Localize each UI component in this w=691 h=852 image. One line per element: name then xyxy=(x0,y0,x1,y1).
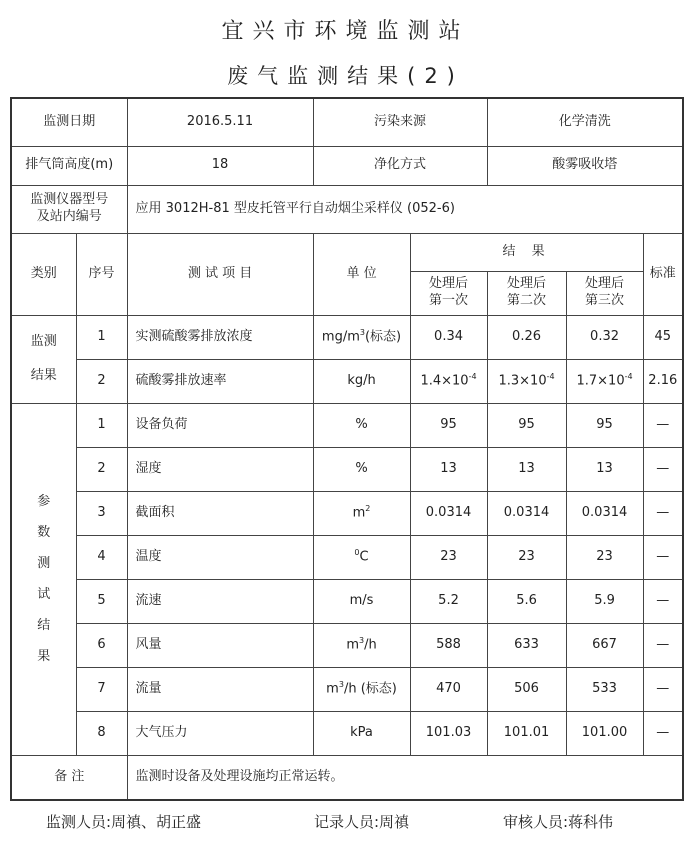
stack-height-label: 排气筒高度(m) xyxy=(11,146,127,185)
info-row-date xyxy=(11,98,683,146)
unit-tail: /h xyxy=(364,637,377,653)
table-row xyxy=(11,535,683,579)
value-3-cell: 95 xyxy=(566,403,643,447)
purify-value: 酸雾吸收塔 xyxy=(487,146,683,185)
value-1-cell xyxy=(410,359,487,403)
unit-cell xyxy=(313,711,410,755)
value-2-cell: 95 xyxy=(487,403,566,447)
standard-header: 标准 xyxy=(643,233,683,315)
info-row-instrument xyxy=(11,185,683,233)
header-row-1 xyxy=(11,233,683,271)
param-group-label-char: 数 xyxy=(37,525,51,540)
result-3-header-line1: 处理后 xyxy=(585,276,625,292)
unit-main: kPa xyxy=(350,724,373,740)
item-cell: 设备负荷 xyxy=(127,403,313,447)
unit-sup: 3 xyxy=(359,327,365,337)
value-1-cell: 5.2 xyxy=(410,579,487,623)
value-3-cell: 533 xyxy=(566,667,643,711)
table-row xyxy=(11,579,683,623)
table-row xyxy=(11,315,683,359)
unit-tail: (标态) xyxy=(364,329,402,345)
results-header: 结 果 xyxy=(410,233,643,271)
seq-cell: 2 xyxy=(76,359,127,403)
unit-cell xyxy=(313,535,410,579)
unit-cell xyxy=(313,315,410,359)
value-2-cell: 13 xyxy=(487,447,566,491)
value-2-cell xyxy=(487,359,566,403)
value-1-cell: 13 xyxy=(410,447,487,491)
value-3-cell xyxy=(566,359,643,403)
value-1-cell: 470 xyxy=(410,667,487,711)
item-cell: 截面积 xyxy=(127,491,313,535)
unit-sup: 2 xyxy=(365,503,371,513)
value-2-cell: 5.6 xyxy=(487,579,566,623)
table-row xyxy=(11,359,683,403)
value-1-exp: -4 xyxy=(468,371,477,381)
item-cell: 湿度 xyxy=(127,447,313,491)
report-title: 废气监测结果(2) xyxy=(227,64,464,88)
unit-main: m xyxy=(326,681,339,697)
table-row xyxy=(11,711,683,755)
item-header: 测 试 项 目 xyxy=(127,233,313,315)
unit-main: m xyxy=(352,505,366,521)
standard-cell: — xyxy=(643,491,683,535)
standard-cell: — xyxy=(643,579,683,623)
seq-cell: 1 xyxy=(76,315,127,359)
value-3-cell: 5.9 xyxy=(566,579,643,623)
unit-tail: /h (标态) xyxy=(343,681,397,697)
result-1-header-line1: 处理后 xyxy=(429,276,469,292)
unit-cell xyxy=(313,403,410,447)
value-3-cell: 23 xyxy=(566,535,643,579)
standard-cell: — xyxy=(643,623,683,667)
value-1-cell: 0.0314 xyxy=(410,491,487,535)
seq-cell: 8 xyxy=(76,711,127,755)
instrument-label xyxy=(11,185,127,233)
standard-cell: 2.16 xyxy=(643,359,683,403)
seq-cell: 4 xyxy=(76,535,127,579)
table-row xyxy=(11,447,683,491)
unit-sup: 3 xyxy=(338,679,344,689)
source-value: 化学清洗 xyxy=(487,98,683,146)
standard-cell: — xyxy=(643,667,683,711)
value-1-cell: 0.34 xyxy=(410,315,487,359)
table-row xyxy=(11,491,683,535)
value-2-exp: -4 xyxy=(546,371,555,381)
unit-main: % xyxy=(355,460,368,476)
value-1-cell: 101.03 xyxy=(410,711,487,755)
value-1-cell: 588 xyxy=(410,623,487,667)
standard-cell: — xyxy=(643,447,683,491)
standard-cell: 45 xyxy=(643,315,683,359)
date-value: 2016.5.11 xyxy=(127,98,313,146)
param-group-label-char: 参 xyxy=(37,494,51,509)
unit-cell xyxy=(313,623,410,667)
item-cell: 风量 xyxy=(127,623,313,667)
date-label: 监测日期 xyxy=(11,98,127,146)
stack-height-value: 18 xyxy=(127,146,313,185)
item-cell: 温度 xyxy=(127,535,313,579)
unit-main: m/s xyxy=(349,592,374,608)
result-1-header-line2: 第一次 xyxy=(429,293,469,308)
param-group-label xyxy=(11,403,76,755)
value-3-cell: 0.32 xyxy=(566,315,643,359)
unit-tail: C xyxy=(359,549,369,565)
value-3-cell: 101.00 xyxy=(566,711,643,755)
instrument-label-line2: 及站内编号 xyxy=(36,209,102,224)
value-2-cell: 0.0314 xyxy=(487,491,566,535)
unit-main: % xyxy=(355,416,368,432)
value-2-cell: 506 xyxy=(487,667,566,711)
item-cell: 大气压力 xyxy=(127,711,313,755)
seq-cell: 3 xyxy=(76,491,127,535)
info-row-stack xyxy=(11,146,683,185)
unit-cell xyxy=(313,359,410,403)
value-2-base: 1.3×10 xyxy=(498,373,547,389)
table-row xyxy=(11,623,683,667)
unit-main: kg/h xyxy=(347,372,376,388)
seq-cell: 6 xyxy=(76,623,127,667)
value-3-cell: 13 xyxy=(566,447,643,491)
table-row xyxy=(11,667,683,711)
value-2-cell: 633 xyxy=(487,623,566,667)
unit-main: m xyxy=(346,637,359,653)
unit-header: 单 位 xyxy=(313,233,410,315)
result-2-header xyxy=(487,271,566,315)
seq-cell: 2 xyxy=(76,447,127,491)
seq-cell: 1 xyxy=(76,403,127,447)
value-1-cell: 95 xyxy=(410,403,487,447)
item-cell: 流量 xyxy=(127,667,313,711)
result-3-header xyxy=(566,271,643,315)
recorder-staff: 记录人员:周禛 xyxy=(314,813,410,831)
instrument-value: 应用 3012H-81 型皮托管平行自动烟尘采样仪 (052-6) xyxy=(127,185,683,233)
reviewer-staff: 审核人员:蒋科伟 xyxy=(503,813,614,831)
param-group-label-char: 果 xyxy=(37,649,51,664)
param-group-label-char: 试 xyxy=(37,587,51,602)
unit-cell xyxy=(313,491,410,535)
seq-header: 序号 xyxy=(76,233,127,315)
monitor-staff: 监测人员:周禛、胡正盛 xyxy=(46,813,202,831)
remarks-text: 监测时设备及处理设施均正常运转。 xyxy=(127,755,683,800)
value-2-cell: 0.26 xyxy=(487,315,566,359)
standard-cell: — xyxy=(643,535,683,579)
unit-cell xyxy=(313,447,410,491)
value-2-cell: 23 xyxy=(487,535,566,579)
result-2-header-line1: 处理后 xyxy=(507,276,547,292)
unit-sup: 3 xyxy=(358,635,365,645)
value-1-base: 1.4×10 xyxy=(420,373,469,389)
result-1-header xyxy=(410,271,487,315)
standard-cell: — xyxy=(643,711,683,755)
seq-cell: 5 xyxy=(76,579,127,623)
remarks-label: 备 注 xyxy=(11,755,127,800)
value-3-cell: 0.0314 xyxy=(566,491,643,535)
table-row xyxy=(11,403,683,447)
remarks-row xyxy=(11,755,683,800)
instrument-label-line1: 监测仪器型号 xyxy=(30,192,109,208)
item-cell: 实测硫酸雾排放浓度 xyxy=(127,315,313,359)
category-header: 类别 xyxy=(11,233,76,315)
item-cell: 硫酸雾排放速率 xyxy=(127,359,313,403)
monitor-group-label xyxy=(11,315,76,403)
source-label: 污染来源 xyxy=(313,98,487,146)
value-3-cell: 667 xyxy=(566,623,643,667)
value-3-exp: -4 xyxy=(624,371,633,381)
unit-cell xyxy=(313,579,410,623)
param-group-label-char: 结 xyxy=(37,618,51,633)
param-group-label-char: 测 xyxy=(37,556,51,571)
result-3-header-line2: 第三次 xyxy=(585,293,625,308)
monitor-group-label-2: 结果 xyxy=(30,368,57,383)
purify-label: 净化方式 xyxy=(313,146,487,185)
value-3-base: 1.7×10 xyxy=(576,373,625,389)
seq-cell: 7 xyxy=(76,667,127,711)
value-2-cell: 101.01 xyxy=(487,711,566,755)
station-title: 宜兴市环境监测站 xyxy=(221,19,470,44)
unit-cell xyxy=(313,667,410,711)
item-cell: 流速 xyxy=(127,579,313,623)
standard-cell: — xyxy=(643,403,683,447)
result-2-header-line2: 第二次 xyxy=(507,293,547,308)
monitor-group-label-1: 监测 xyxy=(30,334,57,349)
value-1-cell: 23 xyxy=(410,535,487,579)
results-table xyxy=(10,97,684,801)
unit-sup: 0 xyxy=(354,547,360,557)
unit-main: mg/m xyxy=(321,329,360,345)
